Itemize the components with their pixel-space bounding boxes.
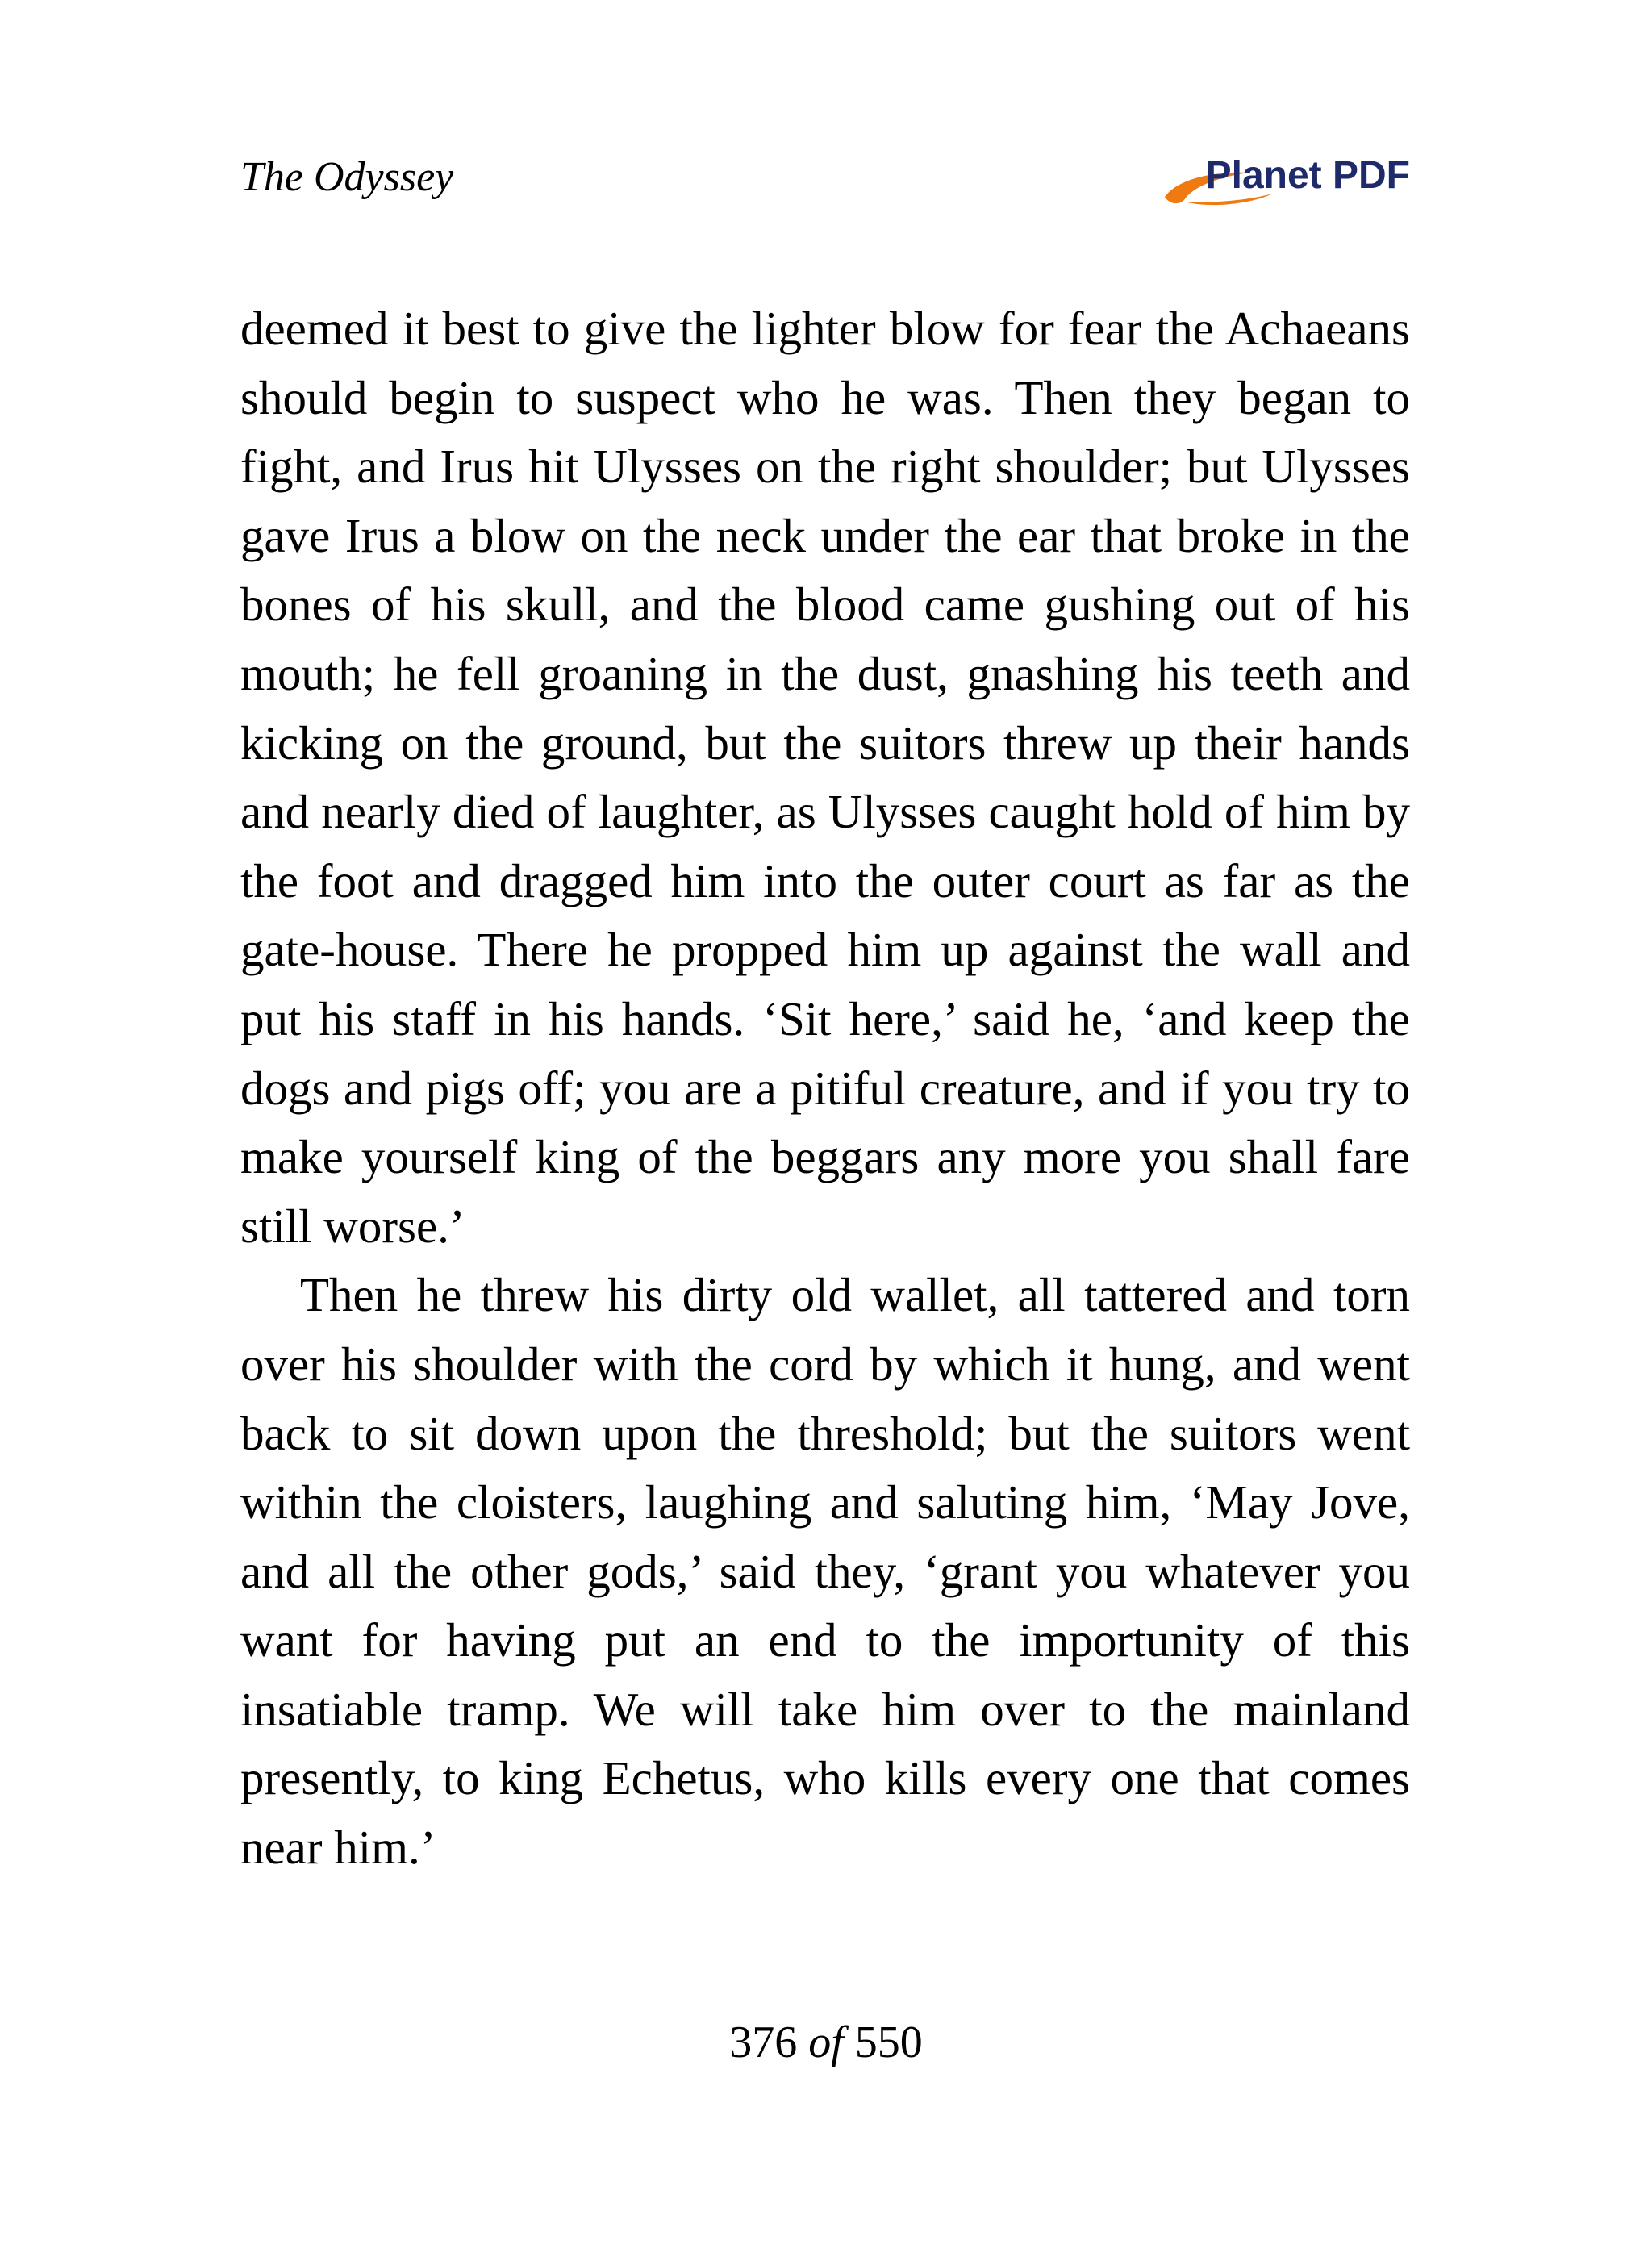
total-pages: 550 — [854, 2017, 923, 2067]
planet-pdf-logo — [1160, 148, 1410, 213]
page-body — [240, 294, 1410, 1883]
of-label: of — [808, 2017, 844, 2067]
current-page: 376 — [729, 2017, 798, 2067]
paragraph-2: Then he threw his dirty old wallet, all tattered and torn over his shoulder with the cord by which it hung, and went back to sit down upon the threshold; but the suitors went within the cloisters, laughing and saluting him, ‘May Jove, and all the other gods,’ said they, ‘grant you whatever you want for having put an end to the importunity of this insatiable tramp. We will take him over to the mainland presently, to king Echetus, who kills every one that comes near him.’ — [240, 1268, 1410, 1875]
paragraph-1: deemed it best to give the lighter blow for fear the Achaeans should begin to suspect who he was. Then they began to fight, and Irus hit Ulysses on the right shoulder; but Ulysses gave Irus a blow on the neck under the ear that broke in the bones of his skull, and the blood came gushing out of his mouth; he fell groaning in the dust, gnashing his teeth and kicking on the ground, but the suitors threw up their hands and nearly died of laughter, as Ulysses caught hold of him by the foot and dragged him into the outer court as far as the gate-house. There he propped him up against the wall and put his staff in his hands. ‘Sit here,’ said he, ‘and keep the dogs and pigs off; you are a pitiful creature, and if you try to make yourself king of the beggars any more you shall fare still worse.’ — [240, 302, 1410, 1253]
logo-word-pdf: PDF — [1333, 154, 1410, 197]
page-header — [240, 145, 1410, 218]
running-title: The Odyssey — [240, 154, 454, 200]
logo-word-planet: Planet — [1205, 154, 1322, 197]
logo-text — [1206, 153, 1410, 198]
page-number — [0, 2017, 1652, 2068]
